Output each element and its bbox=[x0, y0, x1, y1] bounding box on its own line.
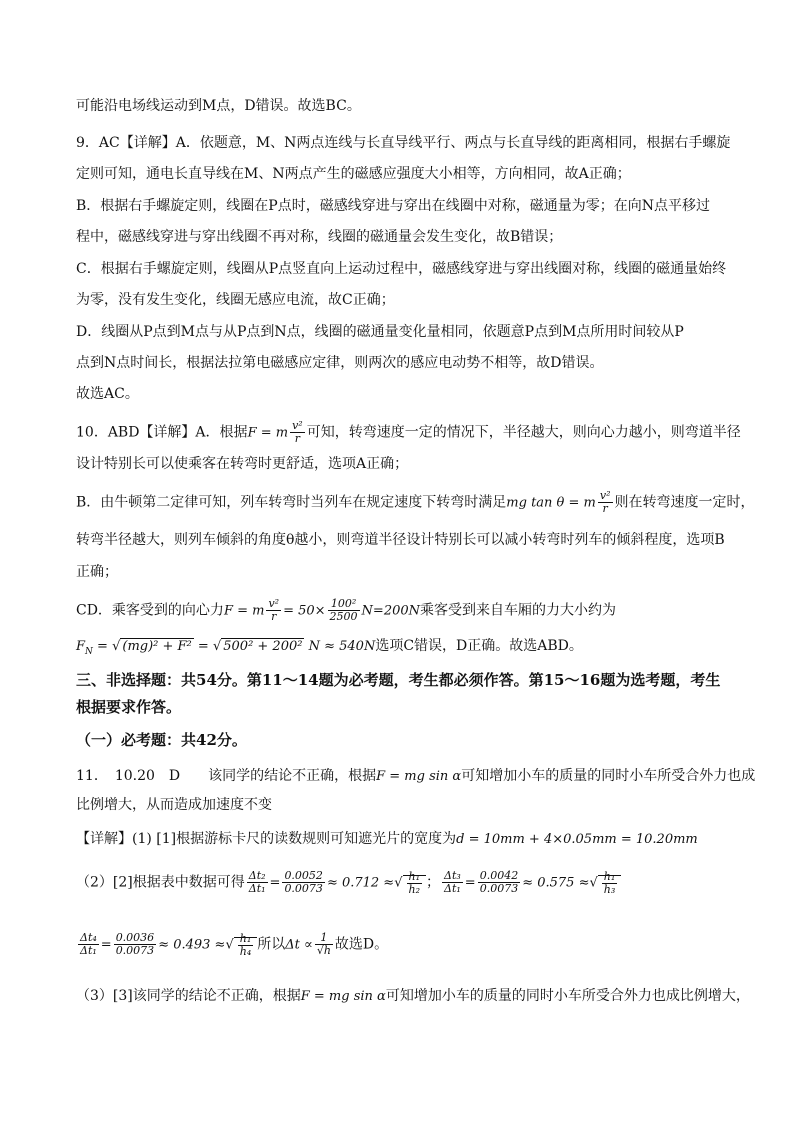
section-heading: 三、非选择题：共54分。第11～14题为必考题，考生都必须作答。第15～16题为选考题，考生 bbox=[76, 671, 721, 689]
ratio-approx: ≈ 0.575 ≈ bbox=[522, 875, 590, 891]
fn-formula: = bbox=[92, 639, 113, 654]
q9-line: D．线圈从P点到M点与从P点到N点，线圈的磁通量变化量相同，依题意P点到M点所用时间较从P bbox=[76, 324, 684, 340]
fn-subscript: N bbox=[85, 646, 93, 657]
sqrt-2: √ 500² + 200² bbox=[212, 639, 303, 654]
dt-ratio: $\frac{\text{Δt₂}}{\text{Δt₁}}$ bbox=[248, 869, 266, 895]
ratio-approx: ≈ 0.712 ≈ bbox=[326, 875, 395, 891]
q10-line: 设计特别长可以使乘客在转弯时更舒适，选项A正确； bbox=[76, 456, 409, 472]
q9-line: 程中，磁感线穿进与穿出线圈不再对称，线圈的磁通量会发生变化，故B错误； bbox=[76, 229, 563, 245]
q9-line: 定则可知，通电长直导线在M、N两点产生的磁感应强度大小相等，方向相同，故A正确； bbox=[76, 166, 631, 182]
cd-formula: = 50× bbox=[283, 603, 326, 619]
q11-line bbox=[76, 829, 726, 850]
q10-text: 可知，转弯速度一定的情况下，半径越大，则向心力越小，则弯道半径 bbox=[306, 424, 741, 441]
q11-text: （2）[2]根据表中数据可得 bbox=[76, 874, 245, 891]
q9-line: 为零，没有发生变化，线圈无感应电流，故C正确； bbox=[76, 292, 395, 308]
section-heading: （一）必考题：共42分。 bbox=[76, 731, 247, 749]
separator: ； bbox=[426, 874, 441, 891]
cd-fraction: $\frac{\text{100²}}{2500}$ bbox=[329, 597, 358, 623]
q9-line: 故选AC。 bbox=[76, 386, 139, 402]
v2-over-r: $\frac{\text{v²}}{r}$ bbox=[268, 597, 280, 623]
v2-over-r: $\frac{\text{v²}}{r}$ bbox=[292, 419, 303, 445]
prop-formula: Δt ∝ bbox=[285, 937, 313, 953]
fn-formula: N ≈ 540N bbox=[304, 639, 376, 654]
width-formula: d = 10mm + 4×0.05mm = 10.20mm bbox=[456, 832, 698, 847]
cd-formula: F = m bbox=[223, 603, 265, 619]
section-heading: 根据要求作答。 bbox=[76, 698, 182, 716]
inv-sqrt-h: $\frac{1}{√h}$ bbox=[316, 931, 331, 957]
q9-line: 9．AC【详解】A．依题意，M、N两点连线与长直导线平行、两点与长直导线的距离相同，根据右手螺旋 bbox=[76, 135, 731, 151]
q11-text: 故选D。 bbox=[334, 936, 389, 953]
dt-ratio: $\frac{\text{Δt₃}}{\text{Δt₁}}$ bbox=[444, 869, 461, 895]
mgsin-formula: F = mg sin α bbox=[376, 769, 462, 784]
q9-line: B．根据右手螺旋定则，线圈在P点时，磁感线穿进与穿出在线圈中对称，磁通量为零；在向N点平移过 bbox=[76, 198, 710, 214]
q10-text: 10．ABD【详解】A．根据 bbox=[76, 424, 248, 441]
text-line: 可能沿电场线运动到M点，D错误。故选BC。 bbox=[76, 98, 361, 114]
cd-formula: N=200N bbox=[361, 603, 421, 619]
q11-line bbox=[76, 766, 756, 787]
sqrt-h-ratio: √ $\frac{\text{h₁}}{\text{h₃}}$ bbox=[589, 875, 621, 891]
q11-line bbox=[76, 986, 750, 1007]
v2-over-r: $\frac{\text{v²}}{r}$ bbox=[599, 489, 611, 515]
ratio-approx: ≈ 0.493 ≈ bbox=[158, 937, 226, 953]
centripetal-formula: F = m bbox=[247, 425, 289, 441]
q10-line bbox=[76, 636, 726, 662]
q11-text: 11． 10.20 D 该同学的结论不正确，根据 bbox=[76, 768, 377, 784]
q11-line: $\frac{\text{Δt₄}}{\text{Δt₁}}$ = $\frac{0.0036}{0.0073}$ ≈ 0.493 ≈√ $\frac{\text{h₁}}{\text{h₄}}$ 所以Δt ∝ $\frac{1}{√h}$ 故选D。 bbox=[80, 931, 389, 958]
q10-line: 正确； bbox=[76, 564, 118, 580]
q10-text: B．由牛顿第二定律可知，列车转弯时当列车在规定速度下转弯时满足 bbox=[76, 494, 507, 511]
ratio-value: $\frac{0.0036}{0.0073}$ bbox=[115, 931, 155, 957]
q11-text: 可知增加小车的质量的同时小车所受合外力也成比例增大， bbox=[385, 988, 750, 1004]
q11-line: （2）[2]根据表中数据可得 $\frac{\text{Δt₂}}{\text{Δt₁}}$ = $\frac{0.0052}{0.0073}$ ≈ 0.712 ≈√ $\frac{\text{h₁}}{\text{h₂}}$ ； $\frac{\text{Δt₃}}{\text{Δt₁}}$ = $\frac{0.0042}{0.0073}$ ≈ 0.575 ≈√ $\frac{\text{h₁}}{\text{h₃}}$ bbox=[76, 870, 726, 896]
q10-text: 则在转弯速度一定时， bbox=[614, 494, 755, 511]
fn-formula: = bbox=[193, 639, 213, 654]
q10-line: 转弯半径越大，则列车倾斜的角度θ越小，则弯道半径设计特别长可以减小转弯时列车的倾斜程度，选项B bbox=[76, 532, 725, 548]
q9-line: 点到N点时间长，根据法拉第电磁感应定律，则两次的感应电动势不相等，故D错误。 bbox=[76, 355, 604, 371]
sqrt-h-ratio: √ $\frac{\text{h₁}}{\text{h₄}}$ bbox=[225, 937, 257, 953]
q11-text: 可知增加小车的质量的同时小车所受合外力也成 bbox=[461, 768, 756, 784]
fn-formula: F bbox=[76, 639, 86, 654]
q11-text: 【详解】(1) [1]根据游标卡尺的读数规则可知遮光片的宽度为 bbox=[76, 831, 457, 847]
q10-text: 选项C错误，D正确。故选ABD。 bbox=[375, 638, 583, 654]
mgsin-formula: F = mg sin α bbox=[300, 989, 386, 1004]
tan-formula: mg tan θ = m bbox=[506, 495, 596, 511]
q11-text: 所以 bbox=[257, 936, 286, 953]
sqrt-1: √ (mg)² + F² bbox=[112, 639, 192, 654]
sqrt-h-ratio: √ $\frac{\text{h₁}}{\text{h₂}}$ bbox=[394, 875, 426, 891]
q10-text: CD．乘客受到的向心力 bbox=[76, 602, 224, 619]
q11-line: 比例增大，从而造成加速度不变 bbox=[76, 797, 272, 813]
ratio-value: $\frac{0.0052}{0.0073}$ bbox=[284, 869, 323, 895]
q11-text: （3）[3]该同学的结论不正确，根据 bbox=[76, 988, 301, 1004]
q9-line: C．根据右手螺旋定则，线圈从P点竖直向上运动过程中，磁感线穿进与穿出线圈对称，线圈的磁通量始终 bbox=[76, 261, 727, 277]
q10-line bbox=[76, 489, 755, 515]
dt-ratio: $\frac{\text{Δt₄}}{\text{Δt₁}}$ bbox=[80, 931, 97, 957]
ratio-value: $\frac{0.0042}{0.0073}$ bbox=[479, 869, 519, 895]
q10-line bbox=[76, 419, 741, 445]
q10-line bbox=[76, 598, 726, 623]
q10-text: 乘客受到来自车厢的力大小约为 bbox=[420, 602, 617, 619]
